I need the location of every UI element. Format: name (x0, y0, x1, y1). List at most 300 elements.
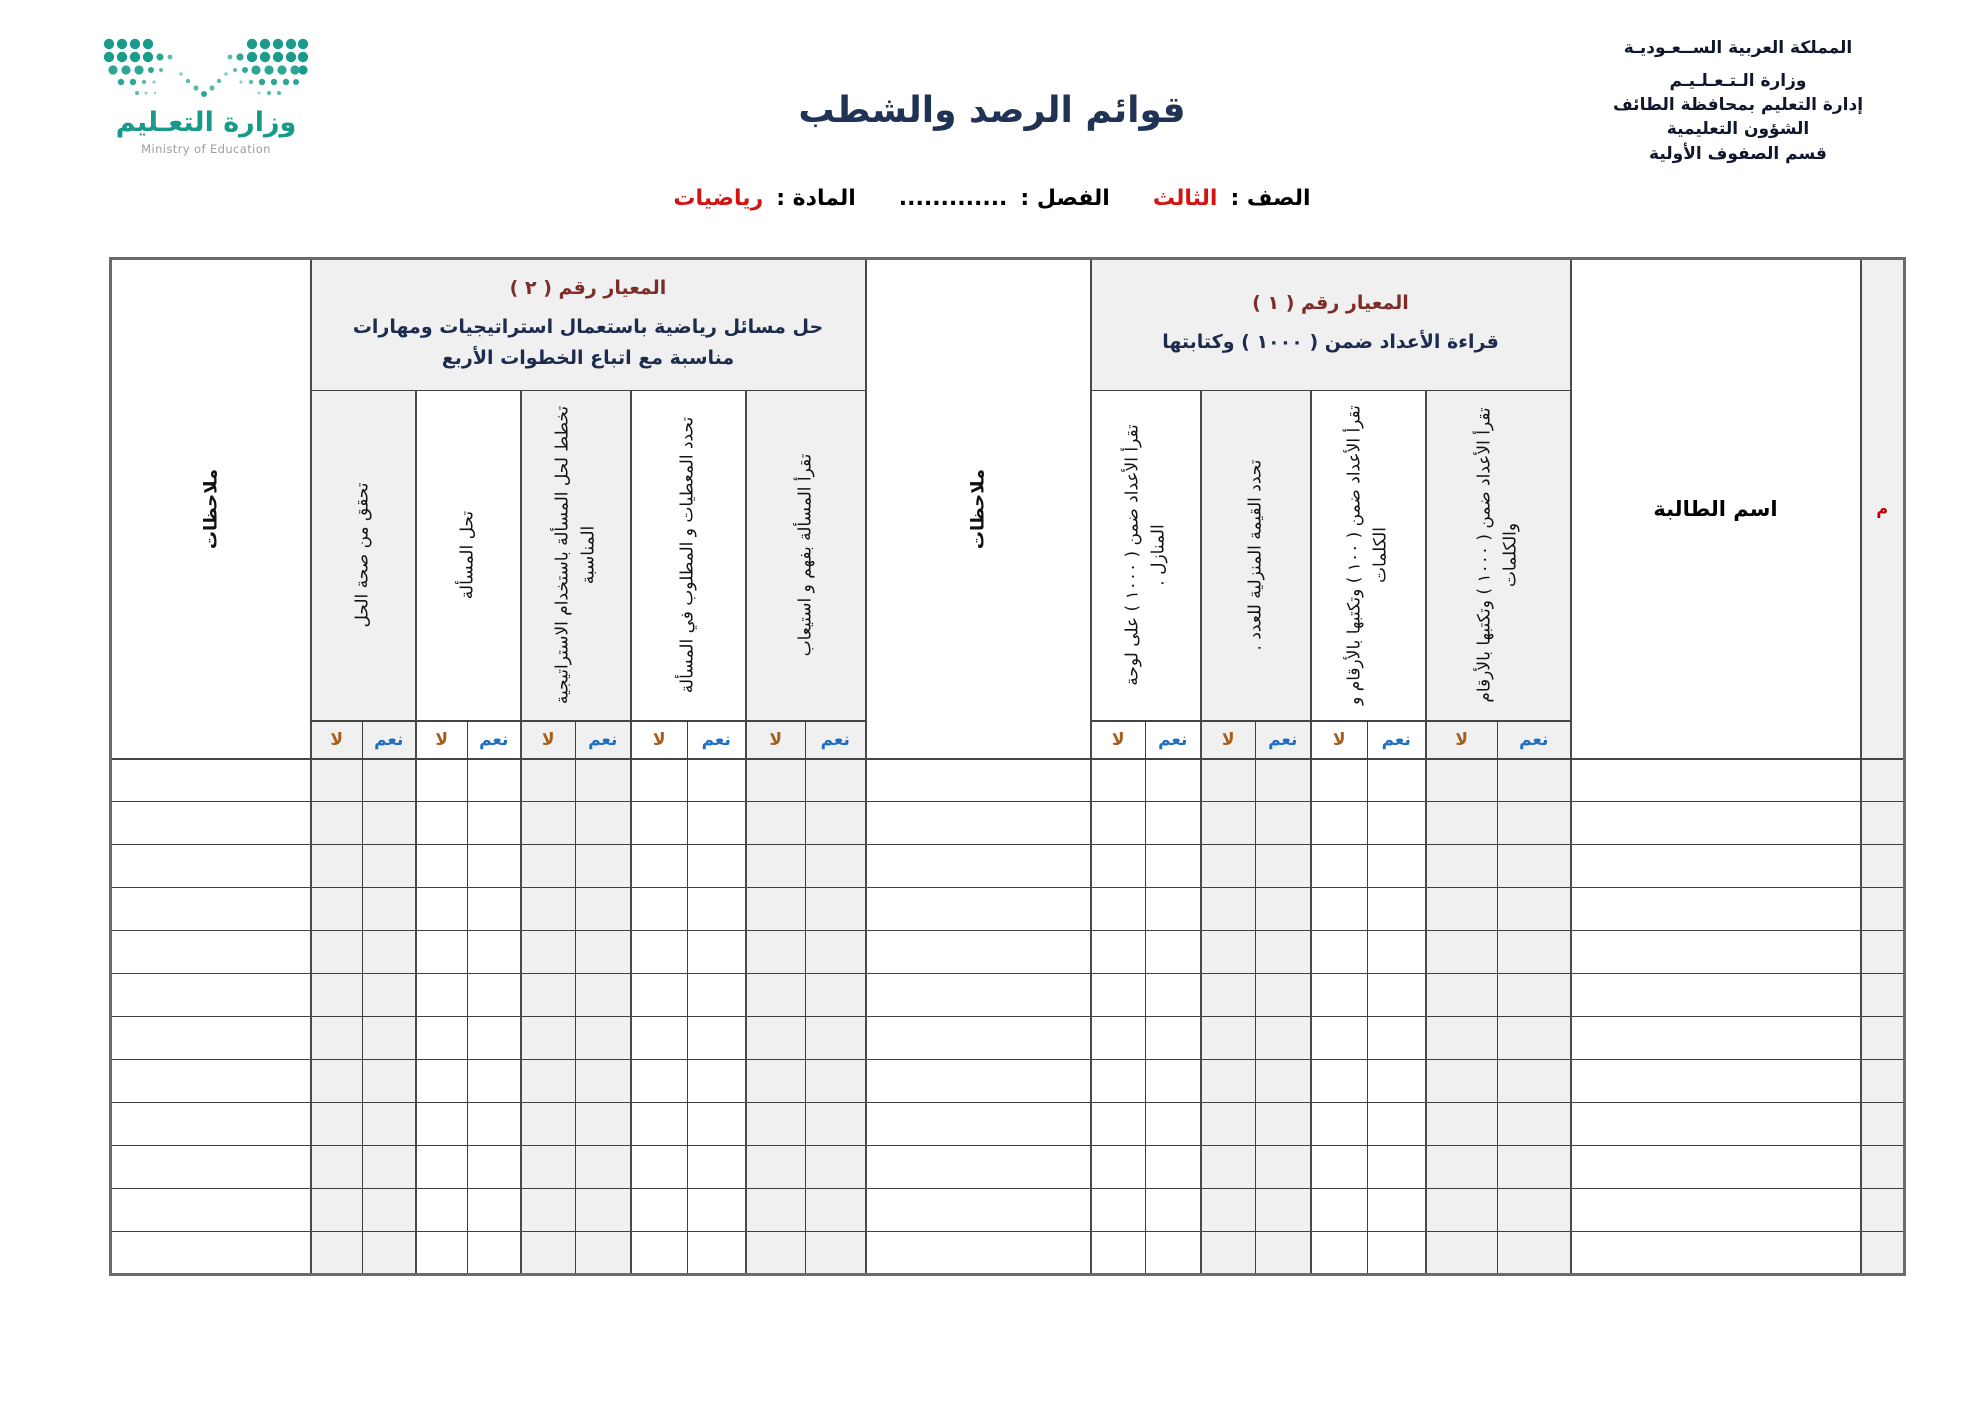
page-title: قوائم الرصد والشطب (798, 90, 1186, 131)
notes-cell (866, 1103, 1091, 1146)
grid-cell (806, 845, 866, 888)
grid-cell (363, 1103, 416, 1146)
notes-cell (111, 888, 311, 931)
student-name-cell (1571, 1232, 1861, 1275)
notes-cell (866, 888, 1091, 931)
grid-cell (363, 1232, 416, 1275)
grid-cell (1426, 1103, 1498, 1146)
table-row (111, 931, 1905, 974)
notes-cell (111, 1189, 311, 1232)
grid-cell (631, 931, 688, 974)
grid-cell (1091, 759, 1146, 802)
grid-cell (311, 1189, 363, 1232)
grid-cell (521, 1146, 576, 1189)
skill-column-header: تخطط لحل المسألة باستخدام الاستراتيجية المناسبة (521, 391, 631, 721)
grid-cell (1311, 1060, 1368, 1103)
grid-cell (806, 931, 866, 974)
grid-cell (416, 931, 468, 974)
serial-cell (1861, 931, 1905, 974)
grid-cell (1146, 888, 1201, 931)
grid-cell (1368, 1103, 1426, 1146)
grid-cell (576, 1103, 631, 1146)
grid-cell (1256, 1017, 1311, 1060)
grid-cell (631, 1017, 688, 1060)
grid-cell (746, 1060, 806, 1103)
grid-cell (1426, 802, 1498, 845)
student-name-cell (1571, 1103, 1861, 1146)
grid-cell (576, 888, 631, 931)
grid-cell (576, 1146, 631, 1189)
grid-cell (416, 1060, 468, 1103)
grid-cell (688, 1103, 746, 1146)
criterion-2-header (311, 259, 866, 391)
grid-cell (363, 1060, 416, 1103)
grid-cell (1368, 759, 1426, 802)
yes-header: نعم (363, 721, 416, 759)
student-name-cell (1571, 1146, 1861, 1189)
yes-header: نعم (1498, 721, 1571, 759)
grid-cell (1426, 1017, 1498, 1060)
grade-label: الصف : (1230, 186, 1311, 211)
table-body (111, 759, 1905, 1275)
table-row (111, 1232, 1905, 1275)
grid-cell (521, 1189, 576, 1232)
grid-cell (1426, 931, 1498, 974)
grid-cell (806, 888, 866, 931)
grid-cell (416, 845, 468, 888)
grid-cell (1311, 845, 1368, 888)
grid-cell (416, 1232, 468, 1275)
notes-cell (111, 802, 311, 845)
grid-cell (688, 1232, 746, 1275)
grid-cell (631, 974, 688, 1017)
grid-cell (1426, 1146, 1498, 1189)
ministry-line: الشؤون التعليمية (1666, 119, 1810, 140)
logo-wordmark: وزارة التعـليم (115, 107, 297, 138)
skill-column-header: تحدد المعطيات و المطلوب في المسألة (631, 391, 746, 721)
grid-cell (631, 1146, 688, 1189)
grid-cell (1256, 1189, 1311, 1232)
grid-cell (468, 845, 521, 888)
grid-cell (746, 931, 806, 974)
student-name-cell (1571, 931, 1861, 974)
grid-cell (468, 1232, 521, 1275)
grid-cell (806, 759, 866, 802)
grid-cell (1091, 1060, 1146, 1103)
criterion-1-header (1091, 259, 1571, 391)
grid-cell (631, 1060, 688, 1103)
table-row (111, 1146, 1905, 1189)
grid-cell (363, 1146, 416, 1189)
notes-cell (866, 759, 1091, 802)
notes-cell (111, 1103, 311, 1146)
grid-cell (1201, 1189, 1256, 1232)
grid-cell (1368, 1189, 1426, 1232)
notes-cell (866, 845, 1091, 888)
notes-column-header (866, 259, 1091, 759)
grid-cell (688, 1017, 746, 1060)
grid-cell (416, 888, 468, 931)
grid-cell (1146, 1232, 1201, 1275)
grid-cell (746, 802, 806, 845)
grid-cell (468, 1017, 521, 1060)
grid-cell (416, 759, 468, 802)
grid-cell (1311, 1189, 1368, 1232)
grid-cell (521, 845, 576, 888)
grid-cell (746, 1232, 806, 1275)
table-row (111, 888, 1905, 931)
table-row (111, 802, 1905, 845)
grid-cell (1426, 845, 1498, 888)
grid-cell (416, 1146, 468, 1189)
grid-cell (1201, 1017, 1256, 1060)
grid-cell (688, 759, 746, 802)
notes-cell (111, 1232, 311, 1275)
grid-cell (1091, 1189, 1146, 1232)
grid-cell (1311, 1017, 1368, 1060)
grid-cell (521, 1060, 576, 1103)
no-header: لا (311, 721, 363, 759)
student-name-column-header: اسم الطالبة (1571, 259, 1861, 759)
no-header: لا (746, 721, 806, 759)
notes-cell (111, 931, 311, 974)
serial-cell (1861, 1103, 1905, 1146)
serial-cell (1861, 802, 1905, 845)
grid-cell (468, 1146, 521, 1189)
no-header: لا (521, 721, 576, 759)
notes-cell (111, 1017, 311, 1060)
grid-cell (746, 845, 806, 888)
table-row (111, 1060, 1905, 1103)
serial-cell (1861, 845, 1905, 888)
grid-cell (311, 888, 363, 931)
grid-cell (468, 931, 521, 974)
grid-cell (1498, 888, 1571, 931)
grid-cell (363, 802, 416, 845)
grid-cell (1368, 1146, 1426, 1189)
grid-cell (1368, 1060, 1426, 1103)
serial-cell (1861, 974, 1905, 1017)
grid-cell (1311, 802, 1368, 845)
grid-cell (1146, 1017, 1201, 1060)
grid-cell (468, 1060, 521, 1103)
notes-column-header (111, 259, 311, 759)
grid-cell (363, 1017, 416, 1060)
grid-cell (416, 802, 468, 845)
yes-header: نعم (576, 721, 631, 759)
grid-cell (1426, 974, 1498, 1017)
grid-cell (576, 931, 631, 974)
serial-cell (1861, 1189, 1905, 1232)
grid-cell (521, 1232, 576, 1275)
table-row (111, 759, 1905, 802)
logo-subtitle: Ministry of Education (141, 142, 271, 156)
grid-cell (1091, 1146, 1146, 1189)
grid-cell (521, 759, 576, 802)
grid-cell (1201, 888, 1256, 931)
grid-cell (631, 802, 688, 845)
grid-cell (1256, 888, 1311, 931)
grid-cell (1146, 1189, 1201, 1232)
grid-cell (363, 1189, 416, 1232)
grid-cell (1498, 931, 1571, 974)
student-name-cell (1571, 802, 1861, 845)
grid-cell (1146, 845, 1201, 888)
grid-cell (1368, 931, 1426, 974)
grid-cell (1146, 1060, 1201, 1103)
grid-cell (416, 1189, 468, 1232)
serial-cell (1861, 1060, 1905, 1103)
no-header: لا (1091, 721, 1146, 759)
grid-cell (806, 1232, 866, 1275)
grid-cell (311, 1232, 363, 1275)
notes-cell (111, 845, 311, 888)
grid-cell (688, 845, 746, 888)
grid-cell (521, 1103, 576, 1146)
grid-cell (1201, 1232, 1256, 1275)
table-row (111, 1189, 1905, 1232)
serial-column-header: م (1861, 259, 1905, 759)
grid-cell (1256, 802, 1311, 845)
notes-cell (866, 1146, 1091, 1189)
skill-column-header: تقرأ الأعداد ضمن ( ١٠٠٠ ) على لوحة المنازل . (1091, 391, 1201, 721)
grid-cell (806, 1017, 866, 1060)
grid-cell (1146, 931, 1201, 974)
student-name-cell (1571, 888, 1861, 931)
grid-cell (576, 1017, 631, 1060)
grid-cell (806, 1060, 866, 1103)
grid-cell (1498, 1232, 1571, 1275)
grid-cell (311, 1060, 363, 1103)
subject-value: رياضيات (673, 186, 764, 211)
grid-cell (416, 974, 468, 1017)
grid-cell (1201, 802, 1256, 845)
notes-cell (866, 1017, 1091, 1060)
yes-header: نعم (1146, 721, 1201, 759)
grid-cell (311, 1103, 363, 1146)
table-row (111, 845, 1905, 888)
grid-cell (1256, 1060, 1311, 1103)
serial-cell (1861, 1232, 1905, 1275)
grid-cell (521, 974, 576, 1017)
grid-cell (1426, 1232, 1498, 1275)
no-header: لا (1311, 721, 1368, 759)
grid-cell (1091, 1103, 1146, 1146)
grid-cell (1311, 1103, 1368, 1146)
grid-cell (1091, 1232, 1146, 1275)
grid-cell (1091, 888, 1146, 931)
grid-cell (688, 802, 746, 845)
grid-cell (1368, 888, 1426, 931)
grid-cell (806, 1189, 866, 1232)
grid-cell (311, 759, 363, 802)
grid-cell (521, 931, 576, 974)
grid-cell (576, 1189, 631, 1232)
grid-cell (688, 931, 746, 974)
grid-cell (311, 1017, 363, 1060)
serial-cell (1861, 1017, 1905, 1060)
subject-label: المادة : (776, 186, 856, 211)
grid-cell (631, 1232, 688, 1275)
grid-cell (576, 845, 631, 888)
grid-cell (806, 802, 866, 845)
grid-cell (576, 1232, 631, 1275)
grid-cell (468, 759, 521, 802)
grid-cell (1201, 1103, 1256, 1146)
grid-cell (1426, 1060, 1498, 1103)
skill-column-header: تحقق من صحة الحل (311, 391, 416, 721)
grid-cell (1426, 759, 1498, 802)
grid-cell (1201, 931, 1256, 974)
grid-cell (1368, 1232, 1426, 1275)
notes-column-label: ملاحظات (200, 468, 222, 549)
grid-cell (1091, 931, 1146, 974)
grid-cell (1091, 1017, 1146, 1060)
no-header: لا (416, 721, 468, 759)
serial-cell (1861, 888, 1905, 931)
skill-column-header: تقرأ الأعداد ضمن ( ١٠٠ ) وتكتبها بالأرقام و الكلمات (1311, 391, 1426, 721)
ministry-line: المملكة العربية الســعـوديـة (1623, 38, 1853, 58)
grid-cell (806, 974, 866, 1017)
table-row (111, 1017, 1905, 1060)
grid-cell (1256, 845, 1311, 888)
notes-cell (866, 1232, 1091, 1275)
grid-cell (1498, 1146, 1571, 1189)
yes-header: نعم (1256, 721, 1311, 759)
notes-cell (111, 759, 311, 802)
grid-cell (1091, 845, 1146, 888)
grid-cell (1498, 759, 1571, 802)
grid-cell (1201, 1060, 1256, 1103)
grid-cell (576, 802, 631, 845)
notes-column-label: ملاحظات (967, 468, 989, 549)
grid-cell (1426, 1189, 1498, 1232)
grid-cell (311, 845, 363, 888)
grid-cell (468, 802, 521, 845)
grid-cell (746, 1146, 806, 1189)
grid-cell (416, 1017, 468, 1060)
grid-cell (1498, 1060, 1571, 1103)
table-row (111, 1103, 1905, 1146)
grid-cell (688, 888, 746, 931)
grid-cell (746, 974, 806, 1017)
grid-cell (1311, 1146, 1368, 1189)
grid-cell (688, 1146, 746, 1189)
grid-cell (1426, 888, 1498, 931)
grid-cell (521, 802, 576, 845)
grid-cell (363, 888, 416, 931)
grid-cell (1498, 1103, 1571, 1146)
grid-cell (363, 759, 416, 802)
skill-column-header: تقرأ الأعداد ضمن ( ١٠٠٠ ) وتكتبها بالأرقام والكلمات (1426, 391, 1571, 721)
grid-cell (806, 1103, 866, 1146)
grid-cell (746, 888, 806, 931)
yes-header: نعم (806, 721, 866, 759)
grid-cell (1498, 802, 1571, 845)
grid-cell (1146, 802, 1201, 845)
grid-cell (468, 1103, 521, 1146)
grid-cell (1311, 1232, 1368, 1275)
assessment-sheet (109, 257, 1906, 1276)
grid-cell (416, 1103, 468, 1146)
grid-cell (1091, 974, 1146, 1017)
grid-cell (1201, 759, 1256, 802)
term-label: الفصل : (1020, 186, 1110, 211)
grid-cell (1146, 974, 1201, 1017)
assessment-table (109, 257, 1906, 1276)
notes-cell (866, 1189, 1091, 1232)
grid-cell (468, 974, 521, 1017)
notes-cell (111, 1146, 311, 1189)
grid-cell (311, 974, 363, 1017)
grid-cell (631, 845, 688, 888)
grid-cell (576, 974, 631, 1017)
grid-cell (521, 888, 576, 931)
notes-cell (866, 974, 1091, 1017)
grid-cell (746, 1017, 806, 1060)
grid-cell (468, 1189, 521, 1232)
grid-cell (363, 931, 416, 974)
grid-cell (1146, 1146, 1201, 1189)
grid-cell (1311, 888, 1368, 931)
ministry-line: قسم الصفوف الأولية (1649, 143, 1827, 164)
skill-column-header: تقرأ المسألة بفهم و استيعاب (746, 391, 866, 721)
notes-cell (111, 1060, 311, 1103)
grid-cell (468, 888, 521, 931)
grid-cell (363, 845, 416, 888)
serial-cell (1861, 759, 1905, 802)
student-name-cell (1571, 1017, 1861, 1060)
grid-cell (631, 1189, 688, 1232)
grid-cell (1368, 1017, 1426, 1060)
grid-cell (1256, 759, 1311, 802)
grid-cell (1368, 802, 1426, 845)
notes-cell (111, 974, 311, 1017)
student-name-cell (1571, 1060, 1861, 1103)
grid-cell (631, 759, 688, 802)
grid-cell (576, 759, 631, 802)
criterion-2-title: المعيار رقم ( ٢ ) (509, 277, 667, 300)
grid-cell (1498, 845, 1571, 888)
grid-cell (1256, 1103, 1311, 1146)
grid-cell (1201, 845, 1256, 888)
ministry-line: إدارة التعليم بمحافظة الطائف (1612, 95, 1864, 116)
grid-cell (1311, 759, 1368, 802)
criterion-1-description: قراءة الأعداد ضمن ( ١٠٠٠ ) وكتابتها (1162, 331, 1499, 354)
no-header: لا (1426, 721, 1498, 759)
grid-cell (688, 1060, 746, 1103)
grid-cell (1201, 1146, 1256, 1189)
student-name-cell (1571, 1189, 1861, 1232)
student-name-cell (1571, 845, 1861, 888)
grid-cell (1256, 1232, 1311, 1275)
grid-cell (688, 974, 746, 1017)
grid-cell (1498, 1017, 1571, 1060)
grid-cell (1146, 759, 1201, 802)
notes-cell (866, 931, 1091, 974)
grid-cell (1256, 1146, 1311, 1189)
ministry-line: وزارة الـتـعـلـيـم (1669, 71, 1807, 92)
class-info-line (0, 186, 1984, 211)
skill-column-header: تحل المسألة (416, 391, 521, 721)
table-row (111, 974, 1905, 1017)
grid-cell (311, 931, 363, 974)
grid-cell (631, 1103, 688, 1146)
grid-cell (1498, 1189, 1571, 1232)
yes-header: نعم (1368, 721, 1426, 759)
criterion-2-description: حل مسائل رياضية باستعمال استراتيجيات ومهارات مناسبة مع اتباع الخطوات الأربع (352, 316, 824, 369)
skill-column-header: تحدد القيمة المنزلية للعدد . (1201, 391, 1311, 721)
